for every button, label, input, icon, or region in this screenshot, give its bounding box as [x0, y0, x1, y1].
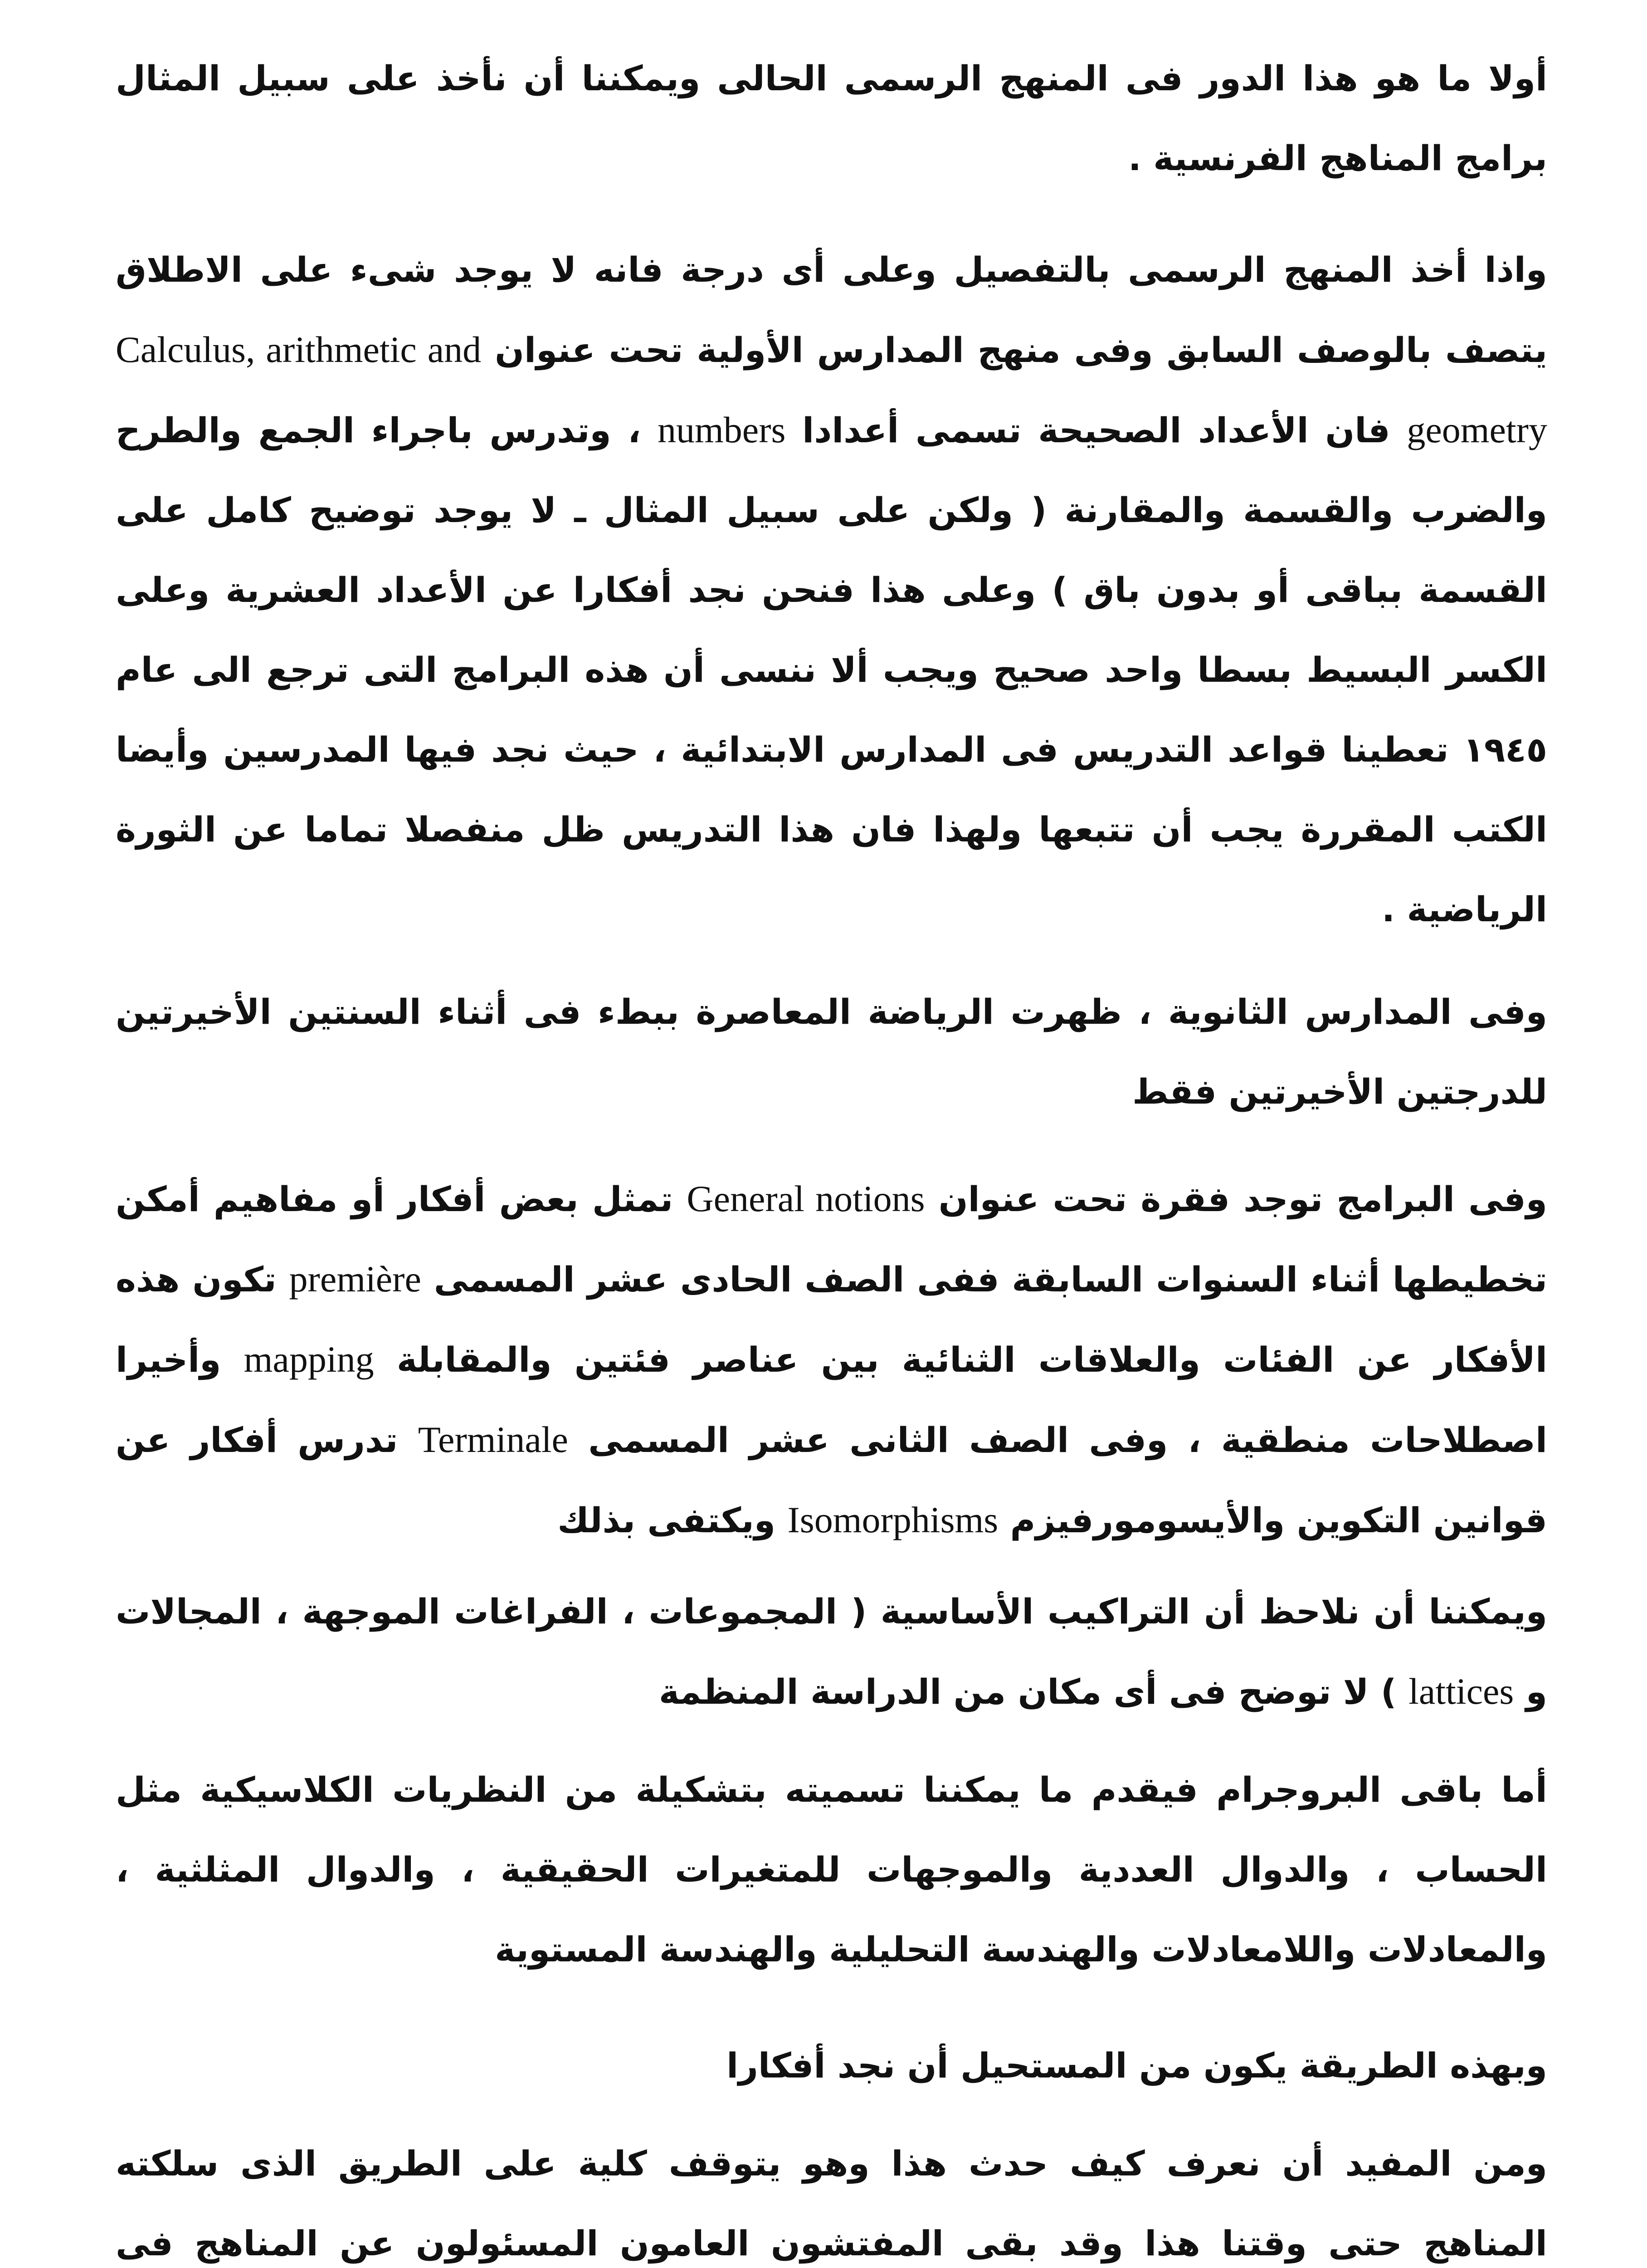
paragraph-text: تمثل بعض أفكار أو مفاهيم أمكن تخطيطها أثناء السنوات السابقة ففى الصف الحادى عشر المسمى	[116, 1179, 1548, 1300]
paragraph-text: ويمكننا أن نلاحظ أن التراكيب الأساسية ( المجموعات ، الفراغات الموجهة ، المجالات و	[116, 1591, 1547, 1712]
paragraph-text: أما باقى البروجرام فيقدم ما يمكننا تسميته بتشكيلة من النظريات الكلاسيكية مثل الحساب ، والدوال العددية والموجهات للمتغيرات الحقيقية ، والدوال المثلثية ، والمعادلات واللامعادلات والهندسة التحليلية والهندسة المستوية	[116, 1769, 1547, 1970]
paragraph-6	[116, 1750, 1547, 1989]
latin-term: mapping	[244, 1339, 374, 1380]
latin-term: General notions	[687, 1178, 925, 1219]
paragraph-text: وبهذه الطريقة يكون من المستحيل أن نجد أفكارا	[726, 2045, 1547, 2086]
body-text	[116, 39, 1547, 2268]
paragraph-text: ، وتدرس باجراء الجمع والطرح والضرب والقسمة والمقارنة ( ولكن على سبيل المثال ـ لا يوجد توضيح كامل على القسمة بباقى أو بدون باق ) وعلى هذا فنحن نجد أفكارا عن الأعداد العشرية وعلى الكسر البسيط بسطا واحد صحيح ويجب ألا ننسى أن هذه البرامج التى ترجع الى عام ١٩٤٥ تعطينا قواعد التدريس فى المدارس الابتدائية ، حيث نجد فيها المدرسين وأيضا الكتب المقررة يجب أن تتبعها ولهذا فان هذا التدريس ظل منفصلا تماما عن الثورة الرياضية .	[116, 410, 1547, 929]
paragraph-text: ومن المفيد أن نعرف كيف حدث هذا وهو يتوقف كلية على الطريق الذى سلكته المناهج حتى وقتنا هذا وقد بقى المفتشون العامون المسئولون عن المناهج فى	[116, 2143, 1547, 2263]
paragraph-text: فان الأعداد الصحيحة تسمى أعدادا	[785, 410, 1407, 450]
paragraph-text: ) لا توضح فى أى مكان من الدراسة المنظمة	[658, 1672, 1409, 1712]
latin-term: Isomorphisms	[787, 1499, 999, 1540]
latin-term: Calculus, arithmetic and geometry	[116, 329, 1547, 450]
latin-term: numbers	[658, 409, 786, 450]
paragraph-4	[116, 1159, 1547, 1560]
latin-term: première	[289, 1258, 421, 1300]
paragraph-3	[116, 972, 1547, 1132]
paragraph-text: تكون هذه الأفكار عن الفئات والعلاقات الثنائية بين عناصر فئتين والمقابلة	[116, 1259, 1548, 1380]
paragraph-5	[116, 1572, 1547, 1732]
paragraph-1	[116, 39, 1547, 198]
paragraph-7	[116, 2026, 1547, 2106]
latin-term: lattices	[1408, 1671, 1514, 1712]
paragraph-text: واذا أخذ المنهج الرسمى بالتفصيل وعلى أى درجة فانه لا يوجد شىء على الاطلاق يتصف بالوصف السابق وفى منهج المدارس الأولية تحت عنوان	[116, 249, 1547, 370]
paragraph-8	[116, 2124, 1547, 2268]
paragraph-text: وأخيرا اصطلاحات منطقية ، وفى الصف الثانى عشر المسمى	[116, 1339, 1548, 1460]
paragraph-text: وفى المدارس الثانوية ، ظهرت الرياضة المعاصرة ببطء فى أثناء السنتين الأخيرتين للدرجتين الأخيرتين فقط	[116, 992, 1547, 1112]
paragraph-text: وفى البرامج توجد فقرة تحت عنوان	[925, 1179, 1547, 1219]
paragraph-2	[116, 230, 1547, 949]
paragraph-text: تدرس أفكار عن قوانين التكوين والأيسومورفيزم	[116, 1420, 1547, 1540]
latin-term: Terminale	[418, 1419, 568, 1460]
paragraph-text: ويكتفى بذلك	[557, 1500, 788, 1540]
paragraph-text: أولا ما هو هذا الدور فى المنهج الرسمى الحالى ويمكننا أن نأخذ على سبيل المثال برامج المناهج الفرنسية .	[116, 58, 1547, 178]
